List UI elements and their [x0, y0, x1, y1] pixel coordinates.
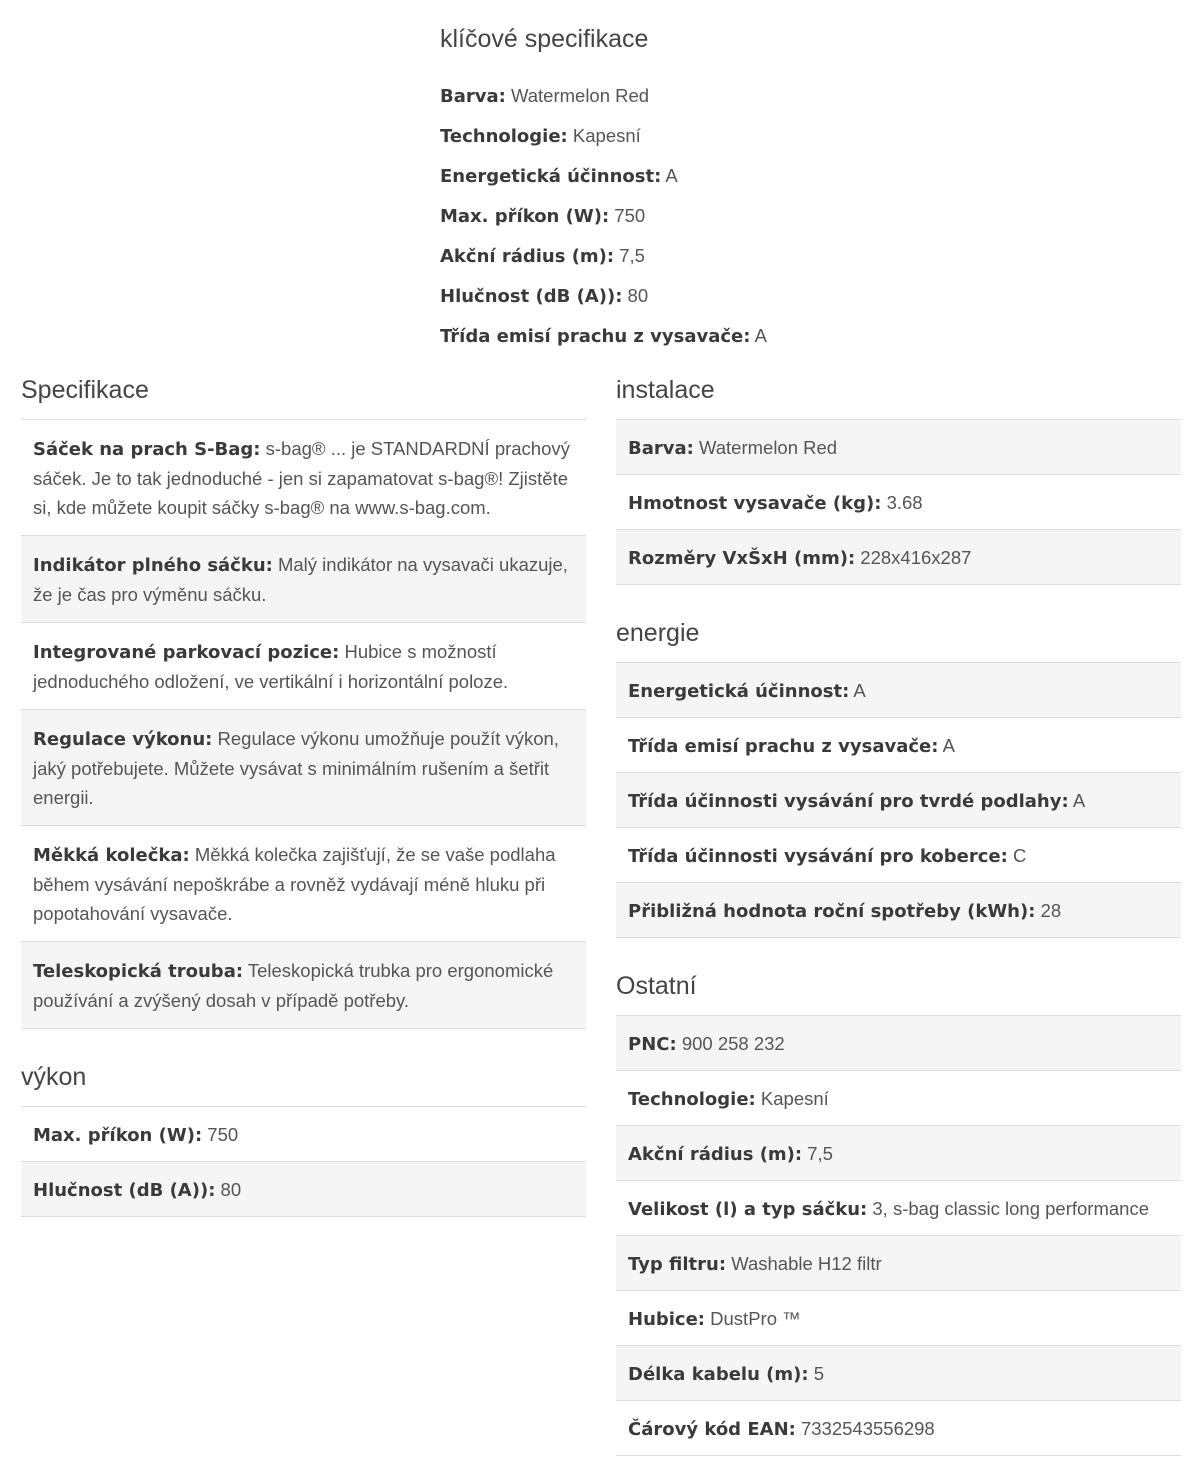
key-spec-row — [440, 316, 1160, 356]
key-spec-row — [440, 236, 1160, 276]
spec-value: A — [1072, 790, 1086, 811]
key-spec-label: Akční rádius (m): — [440, 246, 615, 267]
spec-value: Regulace výkonu umožňuje použít výkon, jaký potřebujete. Můžete vysávat s minimálním rušením a šetřit energii. — [33, 728, 559, 808]
energie-section — [616, 615, 1181, 938]
spec-label: Regulace výkonu: — [33, 729, 213, 750]
key-spec-value: A — [754, 325, 767, 346]
spec-value: Teleskopická trubka pro ergonomické používání a zvýšený dosah v případě potřeby. — [33, 960, 554, 1011]
ostatni-section — [616, 968, 1181, 1456]
spec-label: Velikost (l) a typ sáčku: — [628, 1199, 868, 1220]
key-specs-title: klíčové specifikace — [440, 25, 649, 53]
spec-value: s-bag® ... je STANDARDNÍ prachový sáček. Je to tak jednoduché - jen si zapamatovat s-bag®! Zjistěte si, kde můžete koupit sáčky s-bag® na www.s-bag.com. — [33, 438, 570, 518]
key-spec-value: Watermelon Red — [510, 85, 650, 106]
spec-value: Malý indikátor na vysavači ukazuje, že je čas pro výměnu sáčku. — [33, 554, 568, 605]
spec-row — [616, 1236, 1181, 1291]
spec-row — [616, 1071, 1181, 1126]
spec-row — [616, 883, 1181, 938]
spec-label: Čárový kód EAN: — [628, 1419, 796, 1440]
spec-value: 7332543556298 — [800, 1418, 935, 1439]
spec-label: Hubice: — [628, 1309, 706, 1330]
key-spec-value: A — [665, 165, 678, 186]
key-spec-value: Kapesní — [572, 125, 641, 146]
vykon-section — [21, 1059, 586, 1217]
section-title: výkon — [21, 1059, 586, 1107]
spec-row — [616, 1016, 1181, 1071]
key-spec-row — [440, 276, 1160, 316]
key-spec-value: 7,5 — [619, 245, 645, 266]
spec-value: Měkká kolečka zajišťují, že se vaše podlaha během vysávání nepoškrábe a rovněž vydávají méně hluku při popotahování vysavače. — [33, 844, 556, 924]
key-spec-label: Max. příkon (W): — [440, 206, 610, 227]
key-spec-row — [440, 196, 1160, 236]
spec-value: 3, s-bag classic long performance — [872, 1198, 1149, 1219]
spec-row — [21, 420, 586, 536]
spec-label: Hlučnost (dB (A)): — [33, 1180, 216, 1201]
spec-label: Barva: — [628, 438, 694, 459]
spec-row — [21, 942, 586, 1029]
spec-label: Teleskopická trouba: — [33, 961, 244, 982]
spec-value: 750 — [207, 1124, 239, 1145]
spec-label: Délka kabelu (m): — [628, 1364, 809, 1385]
spec-row — [21, 536, 586, 623]
section-title: Ostatní — [616, 968, 1181, 1016]
key-spec-value: 80 — [627, 285, 649, 306]
spec-value: Watermelon Red — [698, 437, 838, 458]
spec-row — [616, 1401, 1181, 1456]
spec-label: Třída účinnosti vysávání pro koberce: — [628, 846, 1008, 867]
instalace-section — [616, 372, 1181, 585]
spec-value: DustPro ™ — [710, 1308, 801, 1329]
spec-row — [616, 530, 1181, 585]
spec-label: Třída účinnosti vysávání pro tvrdé podlahy: — [628, 791, 1069, 812]
section-title: Specifikace — [21, 372, 586, 420]
spec-label: Přibližná hodnota roční spotřeby (kWh): — [628, 901, 1036, 922]
spec-value: A — [942, 735, 955, 756]
spec-label: PNC: — [628, 1034, 677, 1055]
left-column — [21, 372, 586, 1217]
spec-label: Indikátor plného sáčku: — [33, 555, 273, 576]
key-spec-label: Technologie: — [440, 126, 568, 147]
spec-label: Rozměry VxŠxH (mm): — [628, 548, 856, 569]
spec-label: Měkká kolečka: — [33, 845, 190, 866]
key-spec-label: Třída emisí prachu z vysavače: — [440, 326, 751, 347]
spec-label: Energetická účinnost: — [628, 681, 850, 702]
spec-row — [21, 1162, 586, 1217]
key-spec-label: Barva: — [440, 86, 506, 107]
spec-value: Hubice s možností jednoduchého odložení, ve vertikální i horizontální poloze. — [33, 641, 509, 692]
spec-value: 28 — [1040, 900, 1062, 921]
specifikace-section — [21, 372, 586, 1029]
section-title: instalace — [616, 372, 1181, 420]
spec-label: Sáček na prach S-Bag: — [33, 439, 261, 460]
spec-row — [616, 718, 1181, 773]
spec-value: Kapesní — [760, 1088, 829, 1109]
spec-row — [616, 1291, 1181, 1346]
section-title: energie — [616, 615, 1181, 663]
spec-row — [21, 1107, 586, 1162]
spec-label: Technologie: — [628, 1089, 756, 1110]
spec-value: 80 — [220, 1179, 242, 1200]
spec-row — [616, 1181, 1181, 1236]
spec-row — [616, 1126, 1181, 1181]
spec-label: Typ filtru: — [628, 1254, 727, 1275]
spec-label: Integrované parkovací pozice: — [33, 642, 340, 663]
spec-label: Akční rádius (m): — [628, 1144, 803, 1165]
spec-label: Hmotnost vysavače (kg): — [628, 493, 882, 514]
key-spec-row — [440, 156, 1160, 196]
spec-row — [616, 475, 1181, 530]
spec-row — [616, 420, 1181, 475]
spec-label: Max. příkon (W): — [33, 1125, 203, 1146]
spec-value: 7,5 — [807, 1143, 833, 1164]
key-spec-label: Energetická účinnost: — [440, 166, 662, 187]
spec-value: C — [1012, 845, 1027, 866]
spec-row — [616, 773, 1181, 828]
key-specs-block — [440, 22, 1160, 356]
spec-value: 228x416x287 — [860, 547, 972, 568]
spec-value: 900 258 232 — [681, 1033, 785, 1054]
spec-value: Washable H12 filtr — [731, 1253, 882, 1274]
key-spec-row — [440, 116, 1160, 156]
spec-row — [21, 710, 586, 826]
key-spec-label: Hlučnost (dB (A)): — [440, 286, 623, 307]
spec-row — [21, 623, 586, 710]
spec-value: A — [853, 680, 866, 701]
key-spec-row — [440, 76, 1160, 116]
spec-row — [616, 828, 1181, 883]
spec-label: Třída emisí prachu z vysavače: — [628, 736, 939, 757]
spec-row — [21, 826, 586, 942]
spec-row — [616, 663, 1181, 718]
spec-value: 5 — [813, 1363, 825, 1384]
right-column — [616, 372, 1181, 1456]
spec-value: 3.68 — [886, 492, 923, 513]
spec-row — [616, 1346, 1181, 1401]
key-spec-value: 750 — [614, 205, 646, 226]
